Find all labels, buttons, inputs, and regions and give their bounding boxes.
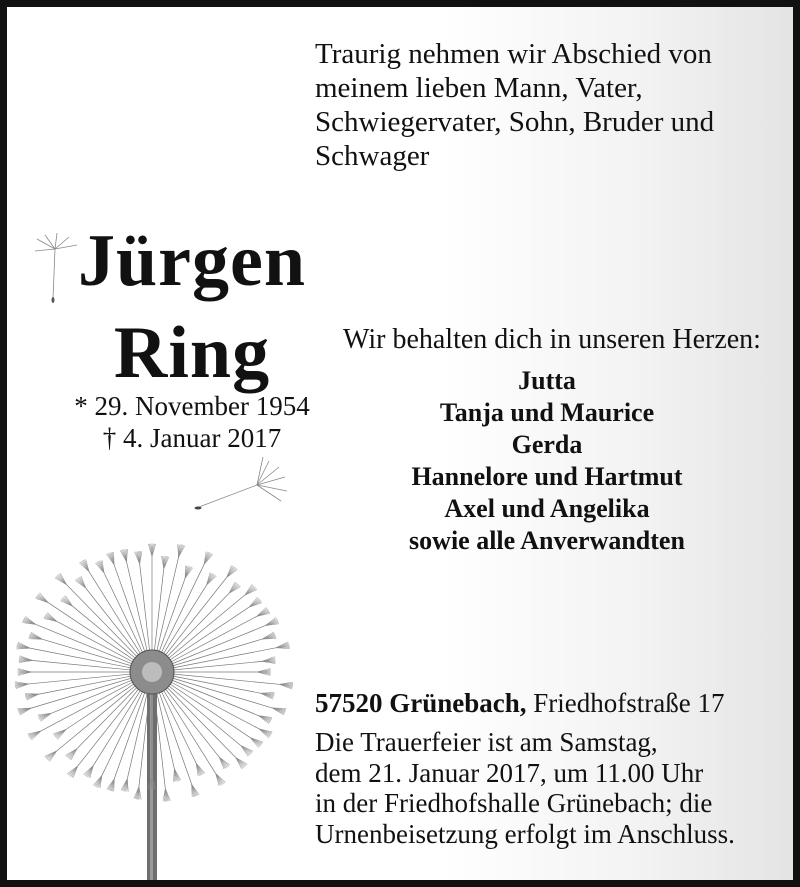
dandelion-seed-icon	[187, 447, 297, 517]
service-line: dem 21. Januar 2017, um 11.00 Uhr	[315, 757, 704, 788]
family-member: sowie alle Anverwandten	[409, 526, 685, 555]
family-member: Tanja und Maurice	[439, 398, 655, 427]
family-member: Gerda	[511, 430, 583, 459]
hearts-line: Wir behalten dich in unseren Herzen:	[343, 324, 761, 355]
service-line: in der Friedhofshalle Grünebach; die	[315, 788, 713, 818]
service-line: Die Trauerfeier ist am Samstag,	[315, 727, 658, 757]
intro-line: meinem lieben Mann, Vater,	[315, 72, 643, 104]
intro-text	[315, 37, 785, 173]
deceased-last-name: Ring	[113, 312, 271, 394]
intro-line: Traurig nehmen wir Abschied von	[315, 38, 712, 70]
address-street: Friedhofstraße 17	[533, 688, 725, 718]
service-line: Urnenbeisetzung erfolgt im Anschluss.	[315, 818, 735, 849]
service-info	[315, 727, 785, 849]
address	[315, 687, 785, 719]
family-list	[347, 365, 747, 557]
dandelion-icon	[7, 537, 297, 887]
intro-line: Schwiegervater, Sohn, Bruder und	[315, 106, 715, 138]
life-dates	[37, 390, 347, 454]
address-place: 57520 Grünebach,	[315, 688, 527, 718]
family-member: Jutta	[518, 366, 576, 395]
family-member: Axel und Angelika	[444, 494, 650, 523]
deceased-first-name: Jürgen	[78, 220, 306, 302]
intro-line: Schwager	[315, 140, 430, 172]
family-member: Hannelore und Hartmut	[411, 462, 683, 491]
birth-date: * 29. November 1954	[74, 391, 310, 421]
death-date: † 4. Januar 2017	[102, 423, 282, 453]
